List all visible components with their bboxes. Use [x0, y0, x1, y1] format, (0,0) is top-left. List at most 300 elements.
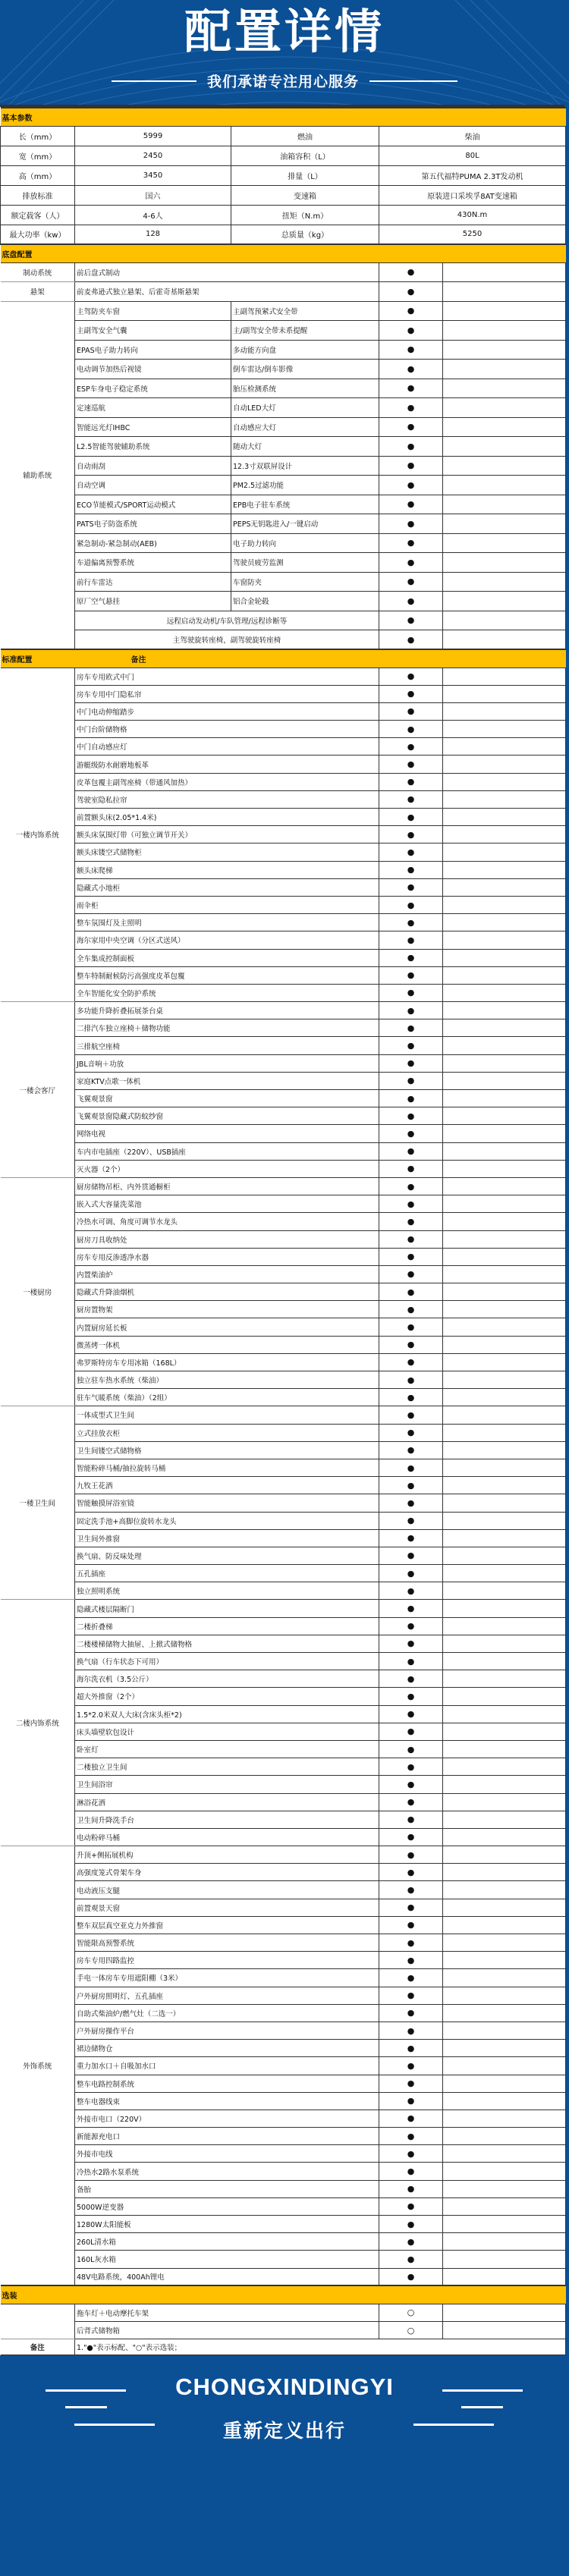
- section-header-optional: [1, 2285, 566, 2304]
- param-label: 宽（mm）: [1, 146, 75, 165]
- table-row: [1, 592, 566, 611]
- table-row: [1, 2075, 566, 2092]
- standard-mark: ●: [379, 1688, 443, 1705]
- param-label: 排放标准: [1, 185, 75, 205]
- standard-mark: ●: [379, 1617, 443, 1635]
- standard-mark: ●: [379, 1441, 443, 1459]
- table-row: [1, 1090, 566, 1107]
- table-row: [1, 738, 566, 756]
- feature-item: 倒车雷达/倒车影像: [231, 360, 379, 379]
- table-row: [1, 572, 566, 592]
- table-row: [1, 1969, 566, 1987]
- remark-cell: [443, 476, 566, 495]
- table-row: [1, 1477, 566, 1494]
- remark-header: 备注: [75, 649, 566, 668]
- decor-line: [461, 2406, 503, 2408]
- table-row: [1, 476, 566, 495]
- remark-cell: [443, 2092, 566, 2109]
- standard-mark: ●: [379, 1529, 443, 1547]
- standard-mark: ●: [379, 1846, 443, 1864]
- standard-mark: ●: [379, 262, 443, 282]
- feature-item: 自助式柴油炉/燃气灶（二选一）: [75, 2004, 379, 2022]
- table-row: [1, 301, 566, 321]
- standard-mark: ●: [379, 1582, 443, 1600]
- table-row: [1, 1230, 566, 1248]
- remark-cell: [443, 931, 566, 949]
- remark-cell: [443, 2022, 566, 2039]
- standard-mark: ●: [379, 1776, 443, 1793]
- feature-item: 电子助力转向: [231, 533, 379, 553]
- remark-cell: [443, 843, 566, 861]
- remark-cell: [443, 790, 566, 808]
- standard-mark: ●: [379, 2163, 443, 2180]
- standard-mark: ●: [379, 1213, 443, 1230]
- table-row: [1, 668, 566, 685]
- feature-item: 三排航空座椅: [75, 1037, 379, 1054]
- feature-item: 1280W太阳能板: [75, 2216, 379, 2233]
- table-row: [1, 721, 566, 738]
- standard-mark: ●: [379, 1600, 443, 1617]
- standard-mark: ●: [379, 417, 443, 437]
- standard-mark: ●: [379, 1406, 443, 1424]
- feature-item: 整车电器线束: [75, 2092, 379, 2109]
- feature-item: 电动调节加热后视镜: [75, 360, 231, 379]
- table-row: [1, 1125, 566, 1142]
- remark-cell: [443, 1248, 566, 1265]
- feature-item: PATS电子防盗系统: [75, 514, 231, 534]
- feature-item: EPAS电子助力转向: [75, 340, 231, 360]
- table-row: [1, 379, 566, 398]
- feature-item: ECO节能模式/SPORT运动模式: [75, 495, 231, 514]
- remark-cell: [443, 878, 566, 896]
- standard-mark: ●: [379, 949, 443, 966]
- standard-mark: ●: [379, 1283, 443, 1301]
- standard-mark: ●: [379, 379, 443, 398]
- remark-cell: [443, 1688, 566, 1705]
- feature-item: 独立照明系统: [75, 1582, 379, 1600]
- standard-mark: ●: [379, 1336, 443, 1353]
- table-row: [1, 1758, 566, 1776]
- table-row: [1, 1828, 566, 1846]
- subtitle-row: [0, 71, 569, 91]
- remark-cell: [443, 1494, 566, 1512]
- remark-cell: [443, 1512, 566, 1529]
- feature-item: 智能触摸屏浴室镜: [75, 1494, 379, 1512]
- table-row: [1, 1740, 566, 1758]
- remark-cell: [443, 1301, 566, 1318]
- feature-item: 48V电路系统，400Ah锂电: [75, 2268, 379, 2285]
- table-row: [1, 2057, 566, 2075]
- standard-mark: ●: [379, 1125, 443, 1142]
- remark-cell: [443, 1881, 566, 1899]
- feature-item: 外接市电线: [75, 2145, 379, 2163]
- group-label: 悬架: [1, 282, 75, 302]
- feature-item: 弗罗斯特房车专用冰箱（168L）: [75, 1353, 379, 1371]
- standard-mark: ●: [379, 1881, 443, 1899]
- standard-mark: ●: [379, 1195, 443, 1213]
- standard-mark: ●: [379, 984, 443, 1001]
- feature-item: 隐藏式升降油烟机: [75, 1283, 379, 1301]
- feature-item: 升顶+侧拓展机构: [75, 1846, 379, 1864]
- section-title: 选装: [1, 2285, 566, 2304]
- feature-item: 独立驻车热水系统（柴油）: [75, 1371, 379, 1389]
- feature-item: 多功能升降折叠拓展茶台桌: [75, 1002, 379, 1019]
- remark-cell: [443, 1617, 566, 1635]
- feature-item: 额头床爬梯: [75, 861, 379, 878]
- table-row: [1, 861, 566, 878]
- feature-item: 嵌入式大容量洗菜池: [75, 1195, 379, 1213]
- standard-mark: ●: [379, 756, 443, 773]
- table-row: [1, 1283, 566, 1301]
- config-table: [0, 107, 566, 2355]
- remark-cell: [443, 1811, 566, 1828]
- standard-mark: ●: [379, 826, 443, 843]
- remark-cell: [443, 1265, 566, 1283]
- standard-mark: ●: [379, 1371, 443, 1389]
- feature-item: 立式挂放衣柜: [75, 1424, 379, 1441]
- param-label: 扭矩（N.m）: [231, 205, 379, 225]
- remark-cell: [443, 949, 566, 966]
- note-row: [1, 2339, 566, 2355]
- standard-mark: ●: [379, 301, 443, 321]
- remark-cell: [443, 2216, 566, 2233]
- table-row: [1, 826, 566, 843]
- section-title: 标准配置: [1, 649, 75, 668]
- remark-cell: [443, 721, 566, 738]
- feature-item: 铝合金轮毂: [231, 592, 379, 611]
- remark-cell: [443, 1002, 566, 1019]
- remark-cell: [443, 738, 566, 756]
- feature-item: 电动粉碎马桶: [75, 1828, 379, 1846]
- table-row: [1, 1987, 566, 2004]
- optional-mark: ○: [379, 2321, 443, 2339]
- table-row: [1, 756, 566, 773]
- remark-cell: [443, 417, 566, 437]
- table-row: [1, 205, 566, 225]
- param-value: 3450: [75, 165, 231, 185]
- feature-item: 隐藏式楼层隔断门: [75, 1600, 379, 1617]
- remark-cell: [443, 301, 566, 321]
- remark-cell: [443, 533, 566, 553]
- feature-item: 自动空调: [75, 476, 231, 495]
- param-label: 油箱容积（L）: [231, 146, 379, 165]
- feature-item: 淋浴花洒: [75, 1793, 379, 1811]
- standard-mark: ●: [379, 1477, 443, 1494]
- table-row: [1, 878, 566, 896]
- feature-item: 房车专用中门隐私帘: [75, 685, 379, 702]
- remark-cell: [443, 966, 566, 984]
- remark-cell: [443, 1125, 566, 1142]
- feature-item: 拖车灯＋电动摩托车架: [75, 2304, 379, 2321]
- standard-mark: ●: [379, 1248, 443, 1265]
- table-row: [1, 2109, 566, 2127]
- standard-mark: ●: [379, 702, 443, 720]
- table-row: [1, 2321, 566, 2339]
- table-row: [1, 809, 566, 826]
- table-row: [1, 2197, 566, 2215]
- feature-item: 自动雨刮: [75, 456, 231, 476]
- feature-item: 内置厨房延长板: [75, 1318, 379, 1336]
- standard-mark: ●: [379, 1512, 443, 1529]
- feature-item: ESP车身电子稳定系统: [75, 379, 231, 398]
- param-value: 5250: [379, 225, 566, 244]
- standard-mark: ●: [379, 553, 443, 573]
- table-row: [1, 2092, 566, 2109]
- group-label: 二楼内饰系统: [1, 1600, 75, 1846]
- standard-mark: ●: [379, 1758, 443, 1776]
- table-row: [1, 2251, 566, 2268]
- param-label: 高（mm）: [1, 165, 75, 185]
- table-row: [1, 1811, 566, 1828]
- remark-cell: [443, 1987, 566, 2004]
- remark-cell: [443, 914, 566, 931]
- remark-cell: [443, 1565, 566, 1582]
- table-row: [1, 1512, 566, 1529]
- feature-item: 智能粉碎马桶/抽拉旋转马桶: [75, 1459, 379, 1476]
- feature-item: 游艇级防水耐磨地板革: [75, 756, 379, 773]
- remark-cell: [443, 1477, 566, 1494]
- feature-item: 前后盘式制动: [75, 262, 379, 282]
- table-row: [1, 514, 566, 534]
- remark-cell: [443, 1353, 566, 1371]
- feature-item: 整车特制耐候防污高强度皮革包覆: [75, 966, 379, 984]
- standard-mark: ●: [379, 321, 443, 341]
- standard-mark: ●: [379, 2075, 443, 2092]
- table-row: [1, 949, 566, 966]
- table-row: [1, 2163, 566, 2180]
- table-row: [1, 360, 566, 379]
- remark-cell: [443, 1793, 566, 1811]
- standard-mark: ●: [379, 1389, 443, 1406]
- remark-cell: [443, 398, 566, 418]
- standard-mark: ●: [379, 572, 443, 592]
- feature-item: 皮革包覆主副驾座椅（带通风加热）: [75, 773, 379, 790]
- param-label: 最大功率（kw）: [1, 225, 75, 244]
- standard-mark: ●: [379, 773, 443, 790]
- standard-mark: ●: [379, 1987, 443, 2004]
- feature-item: 卫生间外推窗: [75, 1529, 379, 1547]
- remark-cell: [443, 685, 566, 702]
- group-label: 一楼厨房: [1, 1177, 75, 1406]
- feature-item: 电动液压支腿: [75, 1881, 379, 1899]
- remark-cell: [443, 1142, 566, 1160]
- remark-cell: [443, 2197, 566, 2215]
- remark-cell: [443, 1195, 566, 1213]
- feature-item: 全车集成控制面板: [75, 949, 379, 966]
- table-row: [1, 2022, 566, 2039]
- remark-cell: [443, 702, 566, 720]
- feature-item: 五孔插座: [75, 1565, 379, 1582]
- table-row: [1, 931, 566, 949]
- feature-item: 车窗防夹: [231, 572, 379, 592]
- feature-item: 九牧王花洒: [75, 1477, 379, 1494]
- remark-cell: [443, 1389, 566, 1406]
- feature-item: 换气扇（行车状态下可用）: [75, 1653, 379, 1670]
- feature-item: 固定洗手池+高脚位旋转水龙头: [75, 1512, 379, 1529]
- feature-item: 驾驶室隐私拉帘: [75, 790, 379, 808]
- standard-mark: ●: [379, 611, 443, 630]
- remark-cell: [443, 282, 566, 302]
- standard-mark: ●: [379, 495, 443, 514]
- hero-banner: [0, 0, 569, 107]
- feature-item: 额头床氛围灯带（可独立调节开关）: [75, 826, 379, 843]
- feature-item: 远程启动发动机/车队管理/远程诊断等: [75, 611, 379, 630]
- standard-mark: ●: [379, 1916, 443, 1934]
- feature-item: 重力加水口＋自吸加水口: [75, 2057, 379, 2075]
- table-row: [1, 984, 566, 1001]
- table-row: [1, 437, 566, 457]
- remark-cell: [443, 809, 566, 826]
- config-sheet: [0, 107, 565, 2355]
- table-row: [1, 533, 566, 553]
- feature-item: 胎压检测系统: [231, 379, 379, 398]
- table-row: [1, 1002, 566, 1019]
- param-value: 原装进口采埃孚8AT变速箱: [379, 185, 566, 205]
- standard-mark: ●: [379, 2040, 443, 2057]
- table-row: [1, 1952, 566, 1969]
- standard-mark: ●: [379, 809, 443, 826]
- feature-item: 主副驾安全气囊: [75, 321, 231, 341]
- feature-item: 二楼楼梯储物大抽屉、上掀式储物格: [75, 1635, 379, 1652]
- table-row: [1, 1723, 566, 1740]
- param-value: 128: [75, 225, 231, 244]
- standard-mark: ●: [379, 1019, 443, 1037]
- feature-item: 驾驶员疲劳监测: [231, 553, 379, 573]
- table-row: [1, 1881, 566, 1899]
- remark-cell: [443, 1336, 566, 1353]
- standard-mark: ●: [379, 721, 443, 738]
- table-row: [1, 2268, 566, 2285]
- table-row: [1, 2233, 566, 2251]
- remark-cell: [443, 1899, 566, 1916]
- feature-item: 二楼独立卫生间: [75, 1758, 379, 1776]
- table-row: [1, 1529, 566, 1547]
- feature-item: 中门电动伸缩踏步: [75, 702, 379, 720]
- standard-mark: ●: [379, 1740, 443, 1758]
- feature-item: 房车专用欧式中门: [75, 668, 379, 685]
- standard-mark: ●: [379, 476, 443, 495]
- remark-cell: [443, 1072, 566, 1089]
- standard-mark: ●: [379, 2128, 443, 2145]
- remark-cell: [443, 262, 566, 282]
- standard-mark: ●: [379, 282, 443, 302]
- remark-cell: [443, 1952, 566, 1969]
- table-row: [1, 790, 566, 808]
- remark-cell: [443, 514, 566, 534]
- table-row: [1, 1213, 566, 1230]
- feature-item: 雨伞柜: [75, 896, 379, 913]
- table-row: [1, 1248, 566, 1265]
- footer-slogan: 重新定义出行: [222, 2420, 346, 2442]
- standard-mark: ●: [379, 1090, 443, 1107]
- note-text: 1."●"表示标配、"○"表示选装；: [75, 2339, 566, 2355]
- table-row: [1, 1600, 566, 1617]
- standard-mark: ●: [379, 2268, 443, 2285]
- table-row: [1, 1265, 566, 1283]
- remark-cell: [443, 630, 566, 650]
- remark-cell: [443, 1090, 566, 1107]
- decor-line: [65, 2406, 107, 2408]
- feature-item: 户外厨房操作平台: [75, 2022, 379, 2039]
- table-row: [1, 2304, 566, 2321]
- table-row: [1, 1617, 566, 1635]
- standard-mark: ●: [379, 914, 443, 931]
- feature-item: 外接市电口（220V）: [75, 2109, 379, 2127]
- remark-cell: [443, 1107, 566, 1125]
- standard-mark: ●: [379, 630, 443, 650]
- remark-cell: [443, 896, 566, 913]
- divider: [0, 105, 564, 107]
- feature-item: 海尔家用中央空调（分区式送风）: [75, 931, 379, 949]
- remark-cell: [443, 1776, 566, 1793]
- feature-item: 隐藏式小地柜: [75, 878, 379, 896]
- table-row: [1, 1688, 566, 1705]
- table-row: [1, 185, 566, 205]
- remark-cell: [443, 495, 566, 514]
- remark-cell: [443, 1283, 566, 1301]
- remark-cell: [443, 1600, 566, 1617]
- feature-item: 后背式储物箱: [75, 2321, 379, 2339]
- remark-cell: [443, 2251, 566, 2268]
- table-row: [1, 1195, 566, 1213]
- table-row: [1, 321, 566, 341]
- note-label: 备注: [1, 2339, 75, 2355]
- group-label: 一楼卫生间: [1, 1406, 75, 1600]
- standard-mark: ●: [379, 931, 443, 949]
- param-value: 5999: [75, 126, 231, 146]
- remark-cell: [443, 668, 566, 685]
- standard-mark: ●: [379, 1635, 443, 1652]
- standard-mark: ●: [379, 2057, 443, 2075]
- remark-cell: [443, 360, 566, 379]
- table-row: [1, 495, 566, 514]
- table-row: [1, 456, 566, 476]
- table-row: [1, 1565, 566, 1582]
- remark-cell: [443, 2321, 566, 2339]
- standard-mark: ●: [379, 878, 443, 896]
- standard-mark: ●: [379, 456, 443, 476]
- remark-cell: [443, 553, 566, 573]
- section-title: 基本参数: [1, 108, 566, 126]
- divider-line: [112, 80, 196, 82]
- table-row: [1, 1705, 566, 1723]
- table-row: [1, 1653, 566, 1670]
- standard-mark: ●: [379, 1934, 443, 1952]
- feature-item: 床头墙壁软包设计: [75, 1723, 379, 1740]
- remark-cell: [443, 611, 566, 630]
- feature-item: 自动感应大灯: [231, 417, 379, 437]
- feature-item: EPB电子驻车系统: [231, 495, 379, 514]
- group-label: 一楼会客厅: [1, 1002, 75, 1178]
- remark-cell: [443, 2304, 566, 2321]
- remark-cell: [443, 2075, 566, 2092]
- remark-cell: [443, 773, 566, 790]
- feature-item: 厨房刀具收纳处: [75, 1230, 379, 1248]
- table-row: [1, 702, 566, 720]
- remark-cell: [443, 456, 566, 476]
- feature-item: 主驾防夹车窗: [75, 301, 231, 321]
- standard-mark: ●: [379, 2145, 443, 2163]
- param-label: 排量（L）: [231, 165, 379, 185]
- feature-item: 自动LED大灯: [231, 398, 379, 418]
- remark-cell: [443, 1424, 566, 1441]
- standard-mark: ●: [379, 592, 443, 611]
- feature-item: 网络电视: [75, 1125, 379, 1142]
- group-label: 外饰系统: [1, 1846, 75, 2286]
- param-label: 额定载客（人）: [1, 205, 75, 225]
- remark-cell: [443, 1969, 566, 1987]
- feature-item: 二排汽车独立座椅＋储物功能: [75, 1019, 379, 1037]
